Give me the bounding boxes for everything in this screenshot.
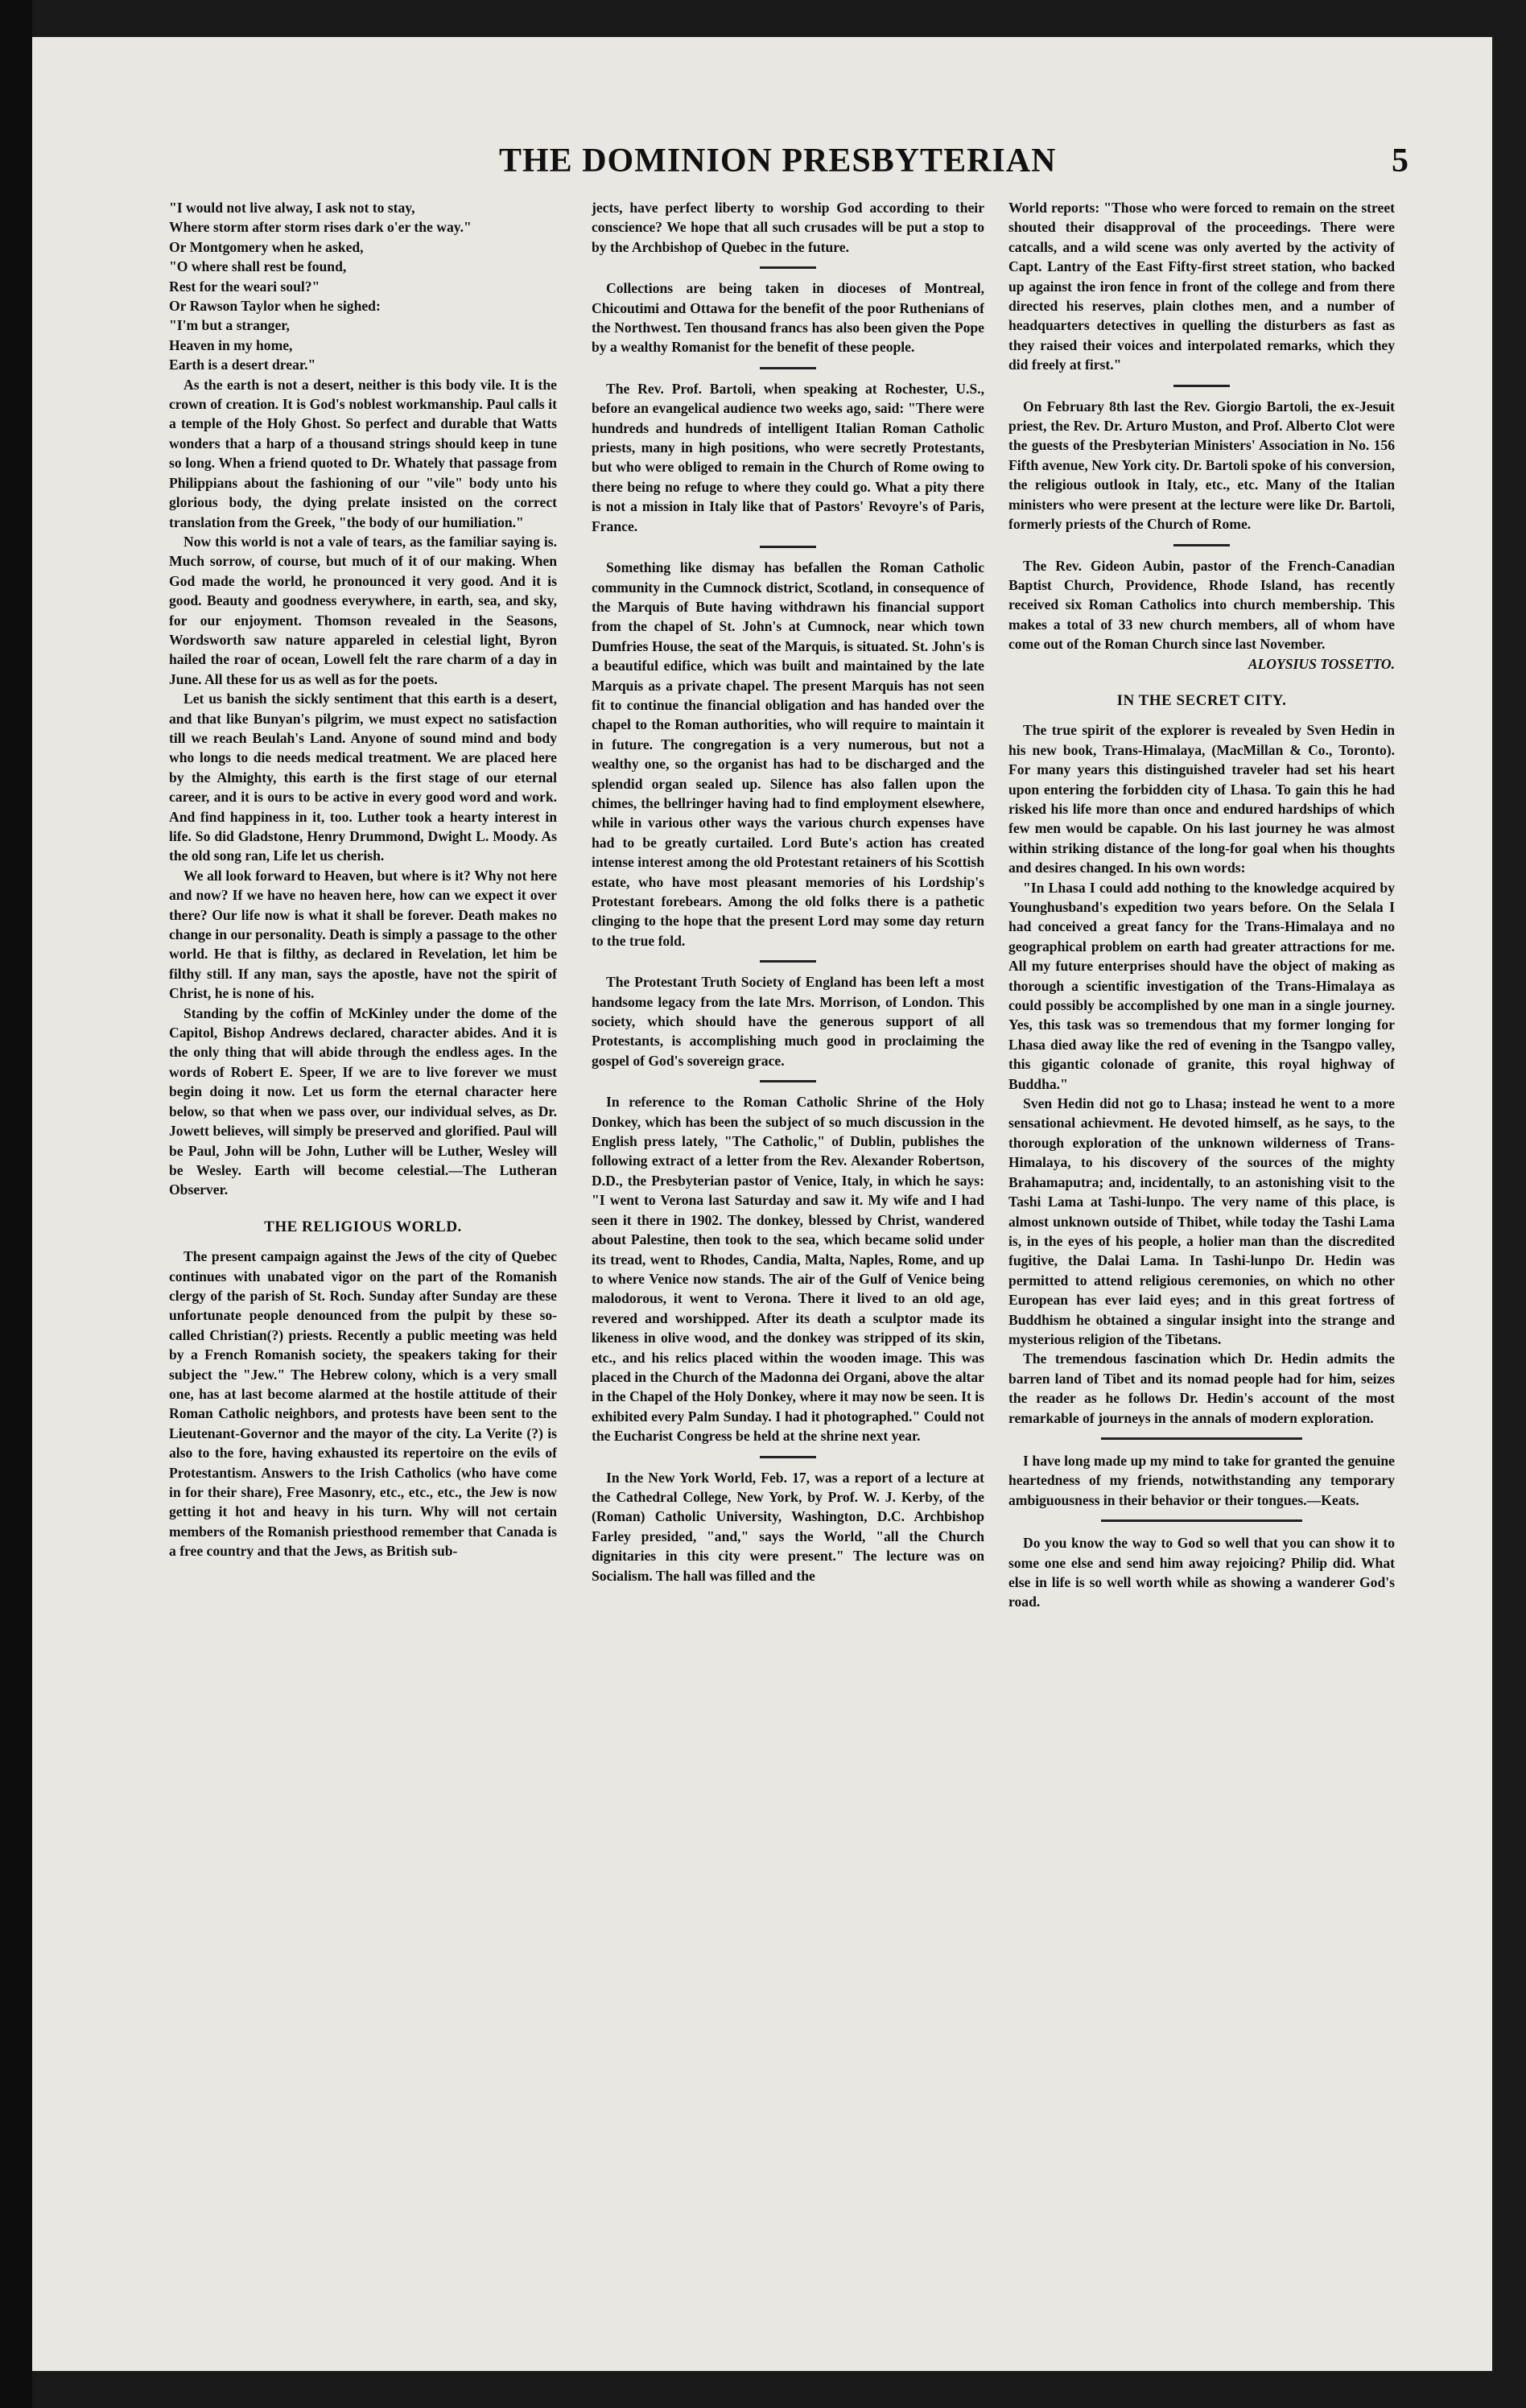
quotation-paragraph: I have long made up my mind to take for granted the genuine heartedness of my friends, notwithstanding any temporary ambiguousness in their behavior or their tongues.—Keats. [1008, 1452, 1395, 1508]
divider-rule [1101, 1519, 1302, 1522]
page-number: 5 [1392, 142, 1408, 179]
divider-rule [1173, 385, 1230, 387]
article-paragraph: Do you know the way to God so well that you can show it to some one else and send him away rejoicing? Philip did. What else in life is so well worth while as showing a wanderer God's road. [1008, 1535, 1395, 1610]
divider-rule [1173, 544, 1230, 546]
divider-rule [760, 1456, 816, 1458]
article-paragraph: We all look forward to Heaven, but where is it? Why not here and now? If we have no heaven here, how can we expect it over there? Our life now is what it shall be forever. Death makes no change in our personality. Death is simply a passage to the other world. He that is filthy, as declared in Revelation, let him be filthy still. If any man, says the apostle, have not the spirit of Christ, he is none of his. [169, 867, 557, 1002]
article-paragraph: The Rev. Prof. Bartoli, when speaking at Rochester, U.S., before an evangelical audience two weeks ago, said: "There were hundreds and hundreds of intelligent Italian Roman Catholic priests, many in high positions, who were secretly Protestants, but who were obliged to remain in the Church of Rome owing to there being no refuge to where they could go. What a pity there is not a mission in Italy like that of Pastors' Revoyre's of Paris, France. [592, 380, 984, 534]
article-paragraph: Now this world is not a vale of tears, as the familiar saying is. Much sorrow, of course, but much of it of our making. When God made the world, he pronounced it very good. And it is good. Beauty and goodness everywhere, in earth, sea, and sky, for our enjoyment. Thomson revealed in the Seasons, Wordsworth saw nature appareled in celestial light, Byron hailed the roar of ocean, Lowell felt the rare charm of a day in June. All these for us as well as for the poets. [169, 533, 557, 687]
newspaper-page [32, 37, 1492, 2371]
article-paragraph: "In Lhasa I could add nothing to the knowledge acquired by Younghusband's expedition two years before. On the Selala I had conceived a great fancy for the Trans-Himalaya and no geographical problem on earth had greater attractions for me. All my future enterprises should have the object of making as thorough a scientific investigation of the Trans-Himalaya as could possibly be accomplished by one man in a single journey. Yes, this task was so tremendous that my former longing for Lhasa died away like the red of evening in the Tsangpo valley, this gigantic colonade of granite, this royal highway of Buddha." [1008, 879, 1395, 1092]
section-heading-secret-city: IN THE SECRET CITY. [1116, 691, 1287, 709]
article-paragraph: World reports: "Those who were forced to remain on the street shouted their disapproval of the proceedings. There were catcalls, and a wild scene was only averted by the activity of Capt. Lantry of the East Fifty-first street station, who backed up against the iron fence in front of the college and from there directed his reserves, plain clothes men, and a number of headquarters detectives in quelling the disturbers as fast as they raised their voices and interpolated remarks, which they did freely at first." [1008, 200, 1395, 373]
article-paragraph: As the earth is not a desert, neither is this body vile. It is the crown of creation. It is God's noblest workmanship. Paul calls it a temple of the Holy Ghost. So perfect and durable that Watts wonders that a harp of a thousand strings should keep in tune so long. When a friend quoted to Dr. Whately that passage from Philippians about the fashioning of our "vile" body unto his glorious body, the dying prelate insisted on the correct translation from the Greek, "the body of our humiliation." [169, 376, 557, 530]
article-paragraph: Something like dismay has befallen the Roman Catholic community in the Cumnock district, Scotland, in consequence of the Marquis of Bute having withdrawn his financial support from the chapel of St. John's at Cumnock, near which town Dumfries House, the seat of the Marquis, is situated. St. John's is a beautiful edifice, which was built and maintained by the late Marquis as a private chapel. The present Marquis has not seen fit to continue the financial obligation and has handed over the chapel to the Roman authorities, who will require to maintain it in future. The congregation is a very numerous, but not a wealthy one, so the organist has had to be discharged and the splendid organ sealed up. Silence has also fallen upon the chimes, the bellringer having had to find employment elsewhere, while in various other ways the various church expenses have had to be greatly curtailed. Lord Bute's action has created intense interest among the old Protestant retainers of his Scottish estate, who have most pleasant memories of his Lordship's Protestant forebears. Among the old folks there is a pathetic clinging to the hope that the present Lord may some day return to the true fold. [592, 559, 984, 949]
divider-rule [760, 266, 816, 269]
article-paragraph: On February 8th last the Rev. Giorgio Bartoli, the ex-Jesuit priest, the Rev. Dr. Arturo Muston, and Prof. Alberto Clot were the guests of the Presbyterian Ministers' Association in No. 156 Fifth avenue, New York city. Dr. Bartoli spoke of his conversion, the religious outlook in Italy, etc., etc. Many of the Italian ministers who were present at the lecture were like Dr. Bartoli, formerly priests of the Church of Rome. [1008, 398, 1395, 533]
divider-rule [760, 546, 816, 548]
publication-title: THE DOMINION PRESBYTERIAN [499, 142, 1057, 179]
article-paragraph: The tremendous fascination which Dr. Hedin admits the barren land of Tibet and its nomad people had for him, seizes the reader as he follows Dr. Hedin's account of the most remarkable of journeys in the annals of modern exploration. [1008, 1350, 1395, 1426]
article-paragraph: The Rev. Gideon Aubin, pastor of the French-Canadian Baptist Church, Providence, Rhode Island, has recently received six Roman Catholics into church membership. This makes a total of 33 new church members, all of whom have come out of the Roman Church since last November. [1008, 557, 1395, 653]
scan-edge [0, 0, 32, 2408]
article-paragraph: Let us banish the sickly sentiment that this earth is a desert, and that like Bunyan's pilgrim, we must expect no satisfaction till we reach Beulah's Land. Anyone of sound mind and body who longs to die needs medical treatment. We are placed here by the Almighty, this earth is the first stage of our eternal career, and it is ours to be active in every good word and work. And find happiness in it, too. Luther took a hearty interest in life. So did Gladstone, Henry Drummond, Dwight L. Moody. As the old song ran, Life let us cherish. [169, 691, 557, 864]
column-2 [592, 198, 984, 2339]
article-paragraph: The Protestant Truth Society of England has been left a most handsome legacy from the late Mrs. Morrison, of London. This society, which should have the generous support of all Protestants, is accomplishing much good in proclaiming the gospel of God's sovereign grace. [592, 974, 984, 1069]
article-paragraph: jects, have perfect liberty to worship God according to their conscience? We hope that all such crusades will be put a stop to by the Archbishop of Quebec in the future. [592, 200, 984, 255]
column-1 [169, 198, 557, 2339]
article-paragraph: Collections are being taken in dioceses of Montreal, Chicoutimi and Ottawa for the benefit of the poor Ruthenians of the Northwest. Ten thousand francs has also been given the Pope by a wealthy Romanist for the benefit of these people. [592, 280, 984, 356]
divider-rule [760, 1080, 816, 1082]
article-paragraph: In reference to the Roman Catholic Shrine of the Holy Donkey, which has been the subject of so much discussion in the English press lately, "The Catholic," of Dublin, publishes the following extract of a letter from the Rev. Alexander Robertson, D.D., the Presbyterian pastor of Venice, Italy, in which he says: "I went to Verona last Saturday and saw it. My wife and I had seen it there in 1902. The donkey, blessed by Christ, wandered about Palestine, then took to the sea, which became solid under its tread, went to Rhodes, Candia, Malta, Naples, Rome, and up to where Venice now stands. The air of the Gulf of Venice being malodorous, it went to Verona. There it lived to an old age, revered and worshipped. After its death a sculptor made its likeness in olive wood, and the donkey was stripped of its skin, etc., and his relics placed within the wooden image. This was placed in the Church of the Madonna dei Organi, above the altar in the Chapel of the Holy Donkey, where it may now be seen. It is exhibited every Palm Sunday. I had it photographed." Could not the Eucharist Congress be held at the shrine next year. [592, 1094, 984, 1445]
article-paragraph: The true spirit of the explorer is revealed by Sven Hedin in his new book, Trans-Himalaya, (MacMillan & Co., Toronto). For many years this distinguished traveler had set his heart upon entering the forbidden city of Lhasa. To gain this he had risked his life more than once and endured hardships of which few men would be capable. On his last journey he was almost within striking distance of the long-for goal when his thoughts and desires changed. In his own words: [1008, 722, 1395, 876]
author-signature: ALOYSIUS TOSSETTO. [1248, 655, 1395, 672]
article-paragraph: The present campaign against the Jews of the city of Quebec continues with unabated vigor on the part of the Romanish clergy of the parish of St. Roch. Sunday after Sunday are these unfortunate people denounced from the pulpit by these so-called Christian(?) priests. Recently a public meeting was held by a French Romanish society, the speakers taking for their subject the "Jew." The Hebrew colony, which is a very small one, has at last become alarmed at the hostile attitude of their Roman Catholic neighbors, and protests have been sent to the Lieutenant-Governor and the mayor of the city. La Verite (?) is also to the fore, having exhausted its repertoire on the evils of Protestantism. Answers to the Irish Catholics (who have come in for their share), Free Masonry, etc., etc., etc., the Jew is now getting it hot and heavy in his turn. Why will not certain members of the Romanish priesthood remember that Canada is a free country and that the Jews, as British sub- [169, 1248, 557, 1560]
article-paragraph: Sven Hedin did not go to Lhasa; instead he went to a more sensational achievment. He devoted himself, as he says, to the thorough exploration of the unknown wilderness of Trans-Himalaya, to his discovery of the sources of the mighty Brahamaputra; and, incidentally, to an astonishing visit to the Tashi Lama at Tashi-lunpo. The very name of this place, is almost unknown outside of Thibet, while today the Tashi Lama is, in the eyes of his people, a holier man than the discredited fugitive, the Dalai Lama. In Tashi-lunpo Dr. Hedin was permitted to attend religious ceremonies, on which no other European has ever laid eyes; and in this great fortress of Buddhism he obtained a singular insight into the strange and mysterious religion of the Tibetans. [1008, 1095, 1395, 1347]
article-paragraph: Standing by the coffin of McKinley under the dome of the Capitol, Bishop Andrews declared, character abides. And it is the only thing that will abide through the endless ages. In the words of Robert E. Speer, If we are to live forever we must begin doing it now. Let us form the eternal character here below, so that when we pass over, our individual selves, as Dr. Jowett believes, will simply be preserved and glorified. Paul will be Paul, John will be John, Luther will be Luther, Wesley will be Wesley. Earth will become celestial.—The Lutheran Observer. [169, 1004, 557, 1198]
divider-rule [760, 960, 816, 963]
section-heading-religious-world: THE RELIGIOUS WORLD. [264, 1218, 462, 1235]
article-paragraph: In the New York World, Feb. 17, was a report of a lecture at the Cathedral College, New York, by Prof. W. J. Kerby, of the (Roman) Catholic University, Washington, D.C. Archbishop Farley presided, "and," says the World, "all the Church dignitaries in this city were present." The lecture was on Socialism. The hall was filled and the [592, 1469, 984, 1584]
page-header [153, 142, 1408, 190]
divider-rule [1101, 1437, 1302, 1440]
poem-quotation: "I would not live alway, I ask not to stay, Where storm after storm rises dark o'er the way." Or Montgomery when he asked, "O where shall rest be found, Rest for the weari soul?" Or Rawson Taylor when he sighed: "I'm but a stranger, Heaven in my home, Earth is a desert drear." [169, 200, 472, 373]
column-3 [1008, 198, 1395, 2339]
divider-rule [760, 367, 816, 369]
